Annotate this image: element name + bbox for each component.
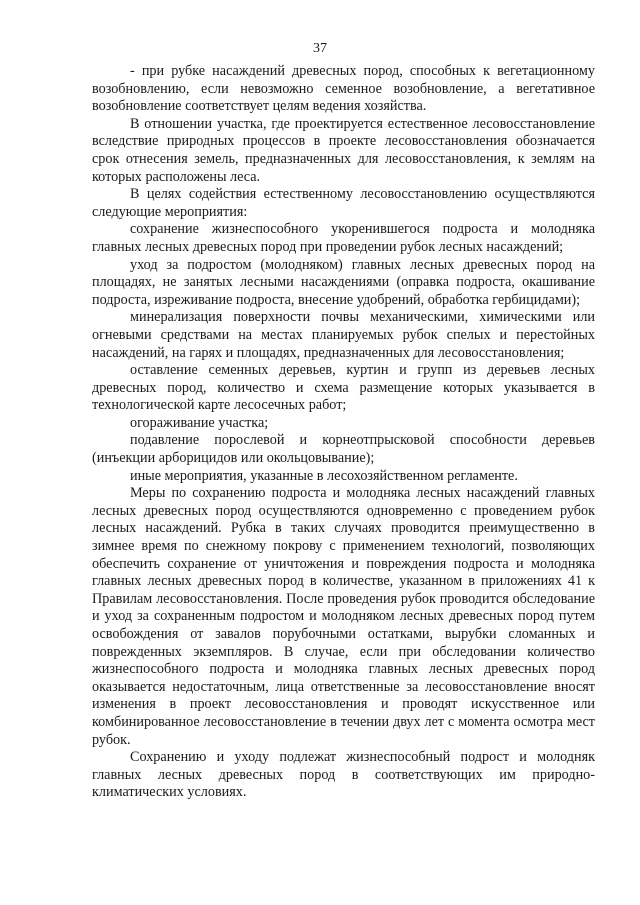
list-item-preserve-undergrowth: сохранение жизнеспособного укоренившегося подроста и молодняка главных лесных древесных пород при проведении рубок лесных насаждений;	[92, 221, 595, 255]
paragraph-vegetative-renewal: - при рубке насаждений древесных пород, способных к вегетационному возобновлению, если невозможно семенное возобновление, а вегетативное возобновление соответствует целям ведения хозяйства.	[92, 63, 595, 115]
paragraph-assistance-measures-intro: В целях содействия естественному лесовосстановлению осуществляются следующие мероприятия:	[92, 186, 595, 220]
list-item-seed-trees: оставление семенных деревьев, куртин и групп из деревьев лесных древесных пород, количество и схема размещение которых указывается в технологической карте лесосечных работ;	[92, 362, 595, 414]
list-item-sprout-suppression: подавление порослевой и корнеотпрысковой способности деревьев (инъекции арборицидов или окольцовывание);	[92, 432, 595, 467]
paragraph-preservation-measures: Меры по сохранению подроста и молодняка лесных насаждений главных лесных древесных пород осуществляются одновременно с проведением рубок лесных насаждений. Рубка в таких случаях проводится преимущественно в зимнее время по снежному покрову с применением технологий, позволяющих обеспечить сохранение от уничтожения и повреждения подроста и молодняка главных лесных древесных пород в количестве, указанном в приложениях 41 к Правилам лесовосстановления. После проведения рубок проводится обследование и уход за сохраненным подростом и молодняком лесных древесных пород путем освобождения от завалов порубочными остатками, вырубки сломанных и поврежденных экземпляров. В случае, если при обследовании количество жизнеспособного подроста и молодняка главных лесных древесных пород оказывается недостаточным, лица ответственные за лесовосстановление вносят изменения в проект лесовосстановления и проводят искусственное или комбинированное лесовосстановление в течении двух лет с момента осмотра мест рубок.	[92, 485, 595, 748]
list-item-soil-mineralization: минерализация поверхности почвы механическими, химическими или огневыми средствами на местах планируемых рубок спелых и перестойных насаждений, на гарях и площадях, предназначенных для лесовосстановления;	[92, 309, 595, 361]
page-number: 37	[313, 41, 327, 56]
paragraph-natural-reforestation-site: В отношении участка, где проектируется естественное лесовосстановление вследствие природных процессов в проекте лесовосстановления обозначается срок отнесения земель, предназначенных для лесовосстановления, к землям на которых расположены леса.	[92, 115, 595, 185]
document-body	[92, 63, 595, 802]
list-item-other-measures: иные мероприятия, указанные в лесохозяйственном регламенте.	[130, 467, 518, 484]
paragraph-subject-to-preservation: Сохранению и уходу подлежат жизнеспособный подрост и молодняк главных лесных древесных пород в соответствующих им природно-климатических условиях.	[92, 749, 595, 801]
list-item-undergrowth-care: уход за подростом (молодняком) главных лесных древесных пород на площадях, не занятых лесными насаждениями (оправка подроста, окашивание подроста, изреживание подроста, внесение удобрений, обработка гербицидами);	[92, 256, 595, 308]
list-item-fencing: огораживание участка;	[130, 414, 269, 431]
